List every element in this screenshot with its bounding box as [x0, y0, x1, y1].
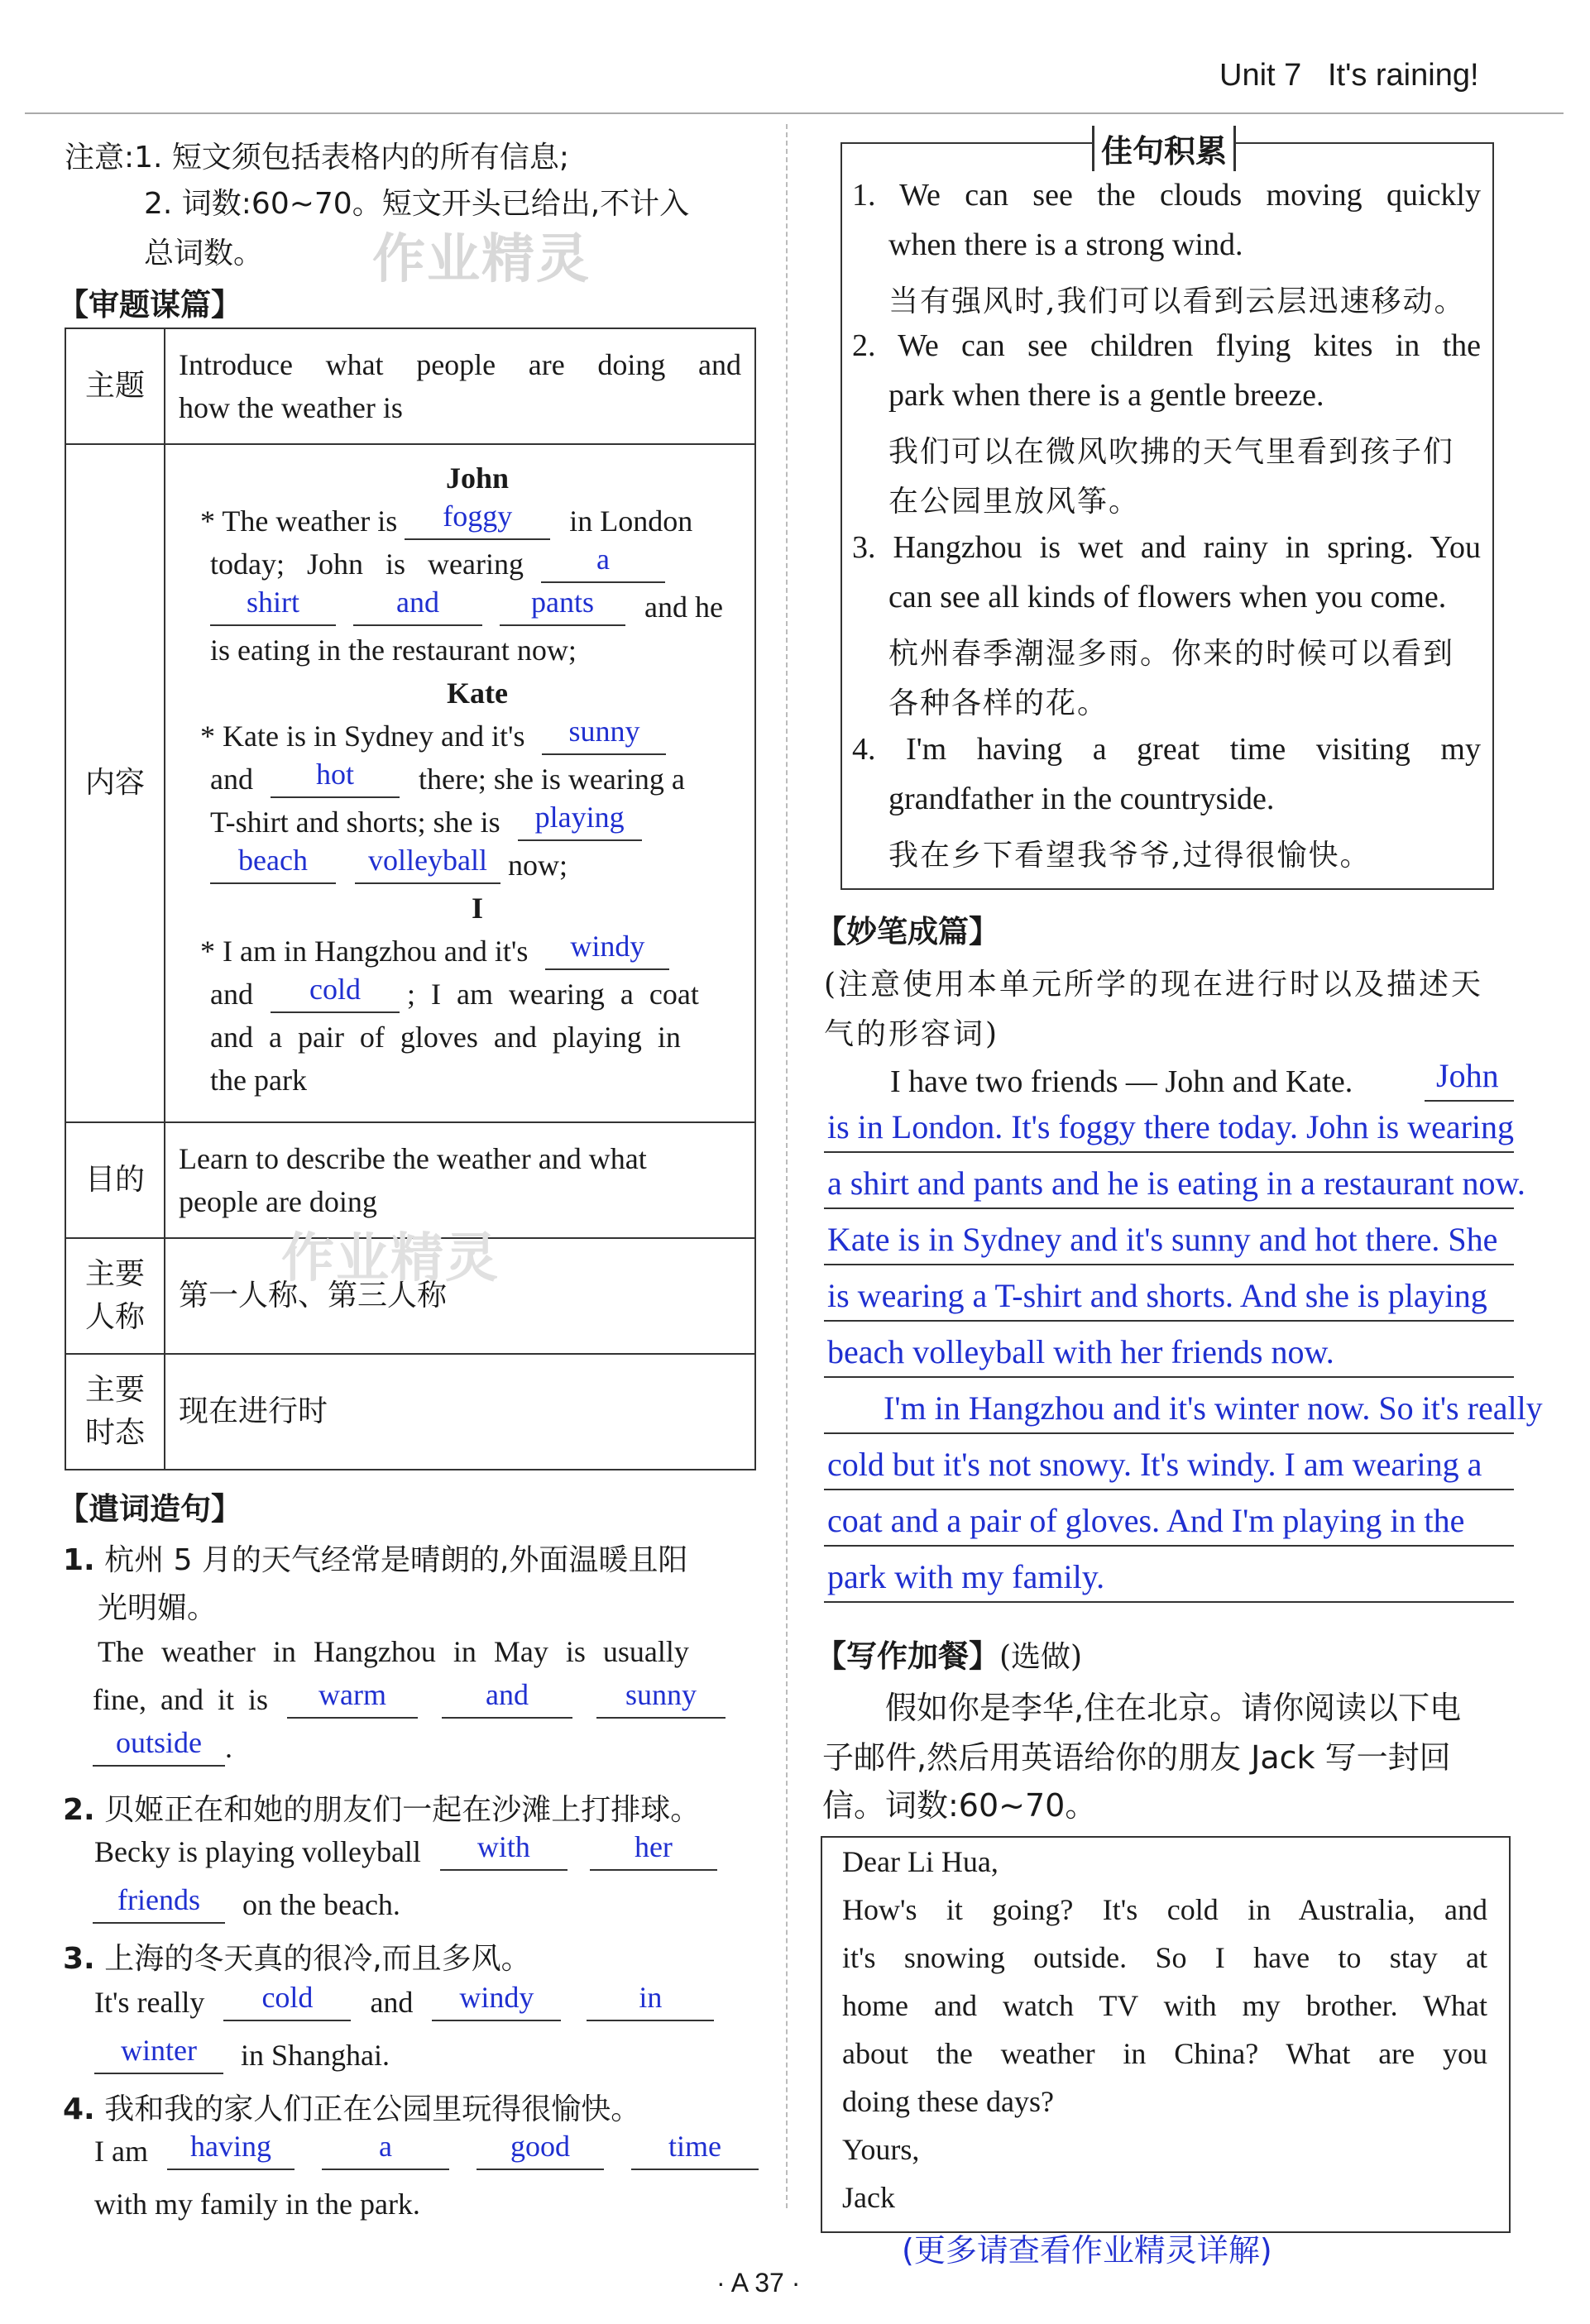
- kate-text-e: now;: [508, 849, 568, 882]
- ex4-answer-4: time: [668, 2130, 721, 2163]
- extra-prompt-1: 假如你是李华,住在北京。请你阅读以下电: [885, 1690, 1462, 1726]
- essay-text-0: John: [1436, 1057, 1499, 1094]
- essay-text-9: park with my family.: [827, 1558, 1105, 1595]
- email-line-8: Jack: [842, 2181, 895, 2214]
- me-line-1: [200, 930, 669, 973]
- kate-answer-1: sunny: [568, 715, 640, 748]
- ex1-blank-4[interactable]: [93, 1726, 225, 1767]
- gs-3-cn-1: 杭州春季潮湿多雨。你来的时候可以看到: [888, 637, 1455, 671]
- john-blank-4[interactable]: [353, 586, 482, 626]
- ex4-blank-3[interactable]: [477, 2130, 604, 2170]
- me-blank-2[interactable]: [271, 973, 400, 1013]
- kate-line-4: [210, 844, 568, 887]
- extra-prompt-2: 子邮件,然后用英语给你的朋友 Jack 写一封回: [822, 1739, 1451, 1776]
- email-line-3: it's snowing outside. So I have to stay at: [842, 1941, 1487, 1974]
- ex1-cn-line2: 光明媚。: [98, 1591, 218, 1625]
- john-answer-1: foggy: [443, 500, 513, 533]
- essay-line-8[interactable]: [824, 1494, 1514, 1547]
- gs-4-cn: 我在乡下看望我爷爷,过得很愉快。: [888, 839, 1372, 873]
- note-line-3: 总词数。: [144, 237, 264, 270]
- unit-header: [1219, 58, 1479, 93]
- section-plan-heading: 【审题谋篇】: [58, 287, 242, 323]
- tense-row: [65, 1354, 755, 1470]
- tense-label-1: 主要: [84, 1373, 145, 1407]
- person-value: 第一人称、第三人称: [165, 1238, 755, 1354]
- ex4-blank-2[interactable]: [322, 2130, 449, 2170]
- john-line-3: [210, 586, 723, 629]
- me-answer-2: cold: [309, 973, 361, 1006]
- ex4-cn-line1: 我和我的家人们正在公园里玩得很愉快。: [104, 2092, 641, 2126]
- ex2-en-end: on the beach.: [242, 1888, 400, 1921]
- ex3-answer-2: windy: [459, 1981, 534, 2014]
- me-line-4: the park: [210, 1064, 307, 1097]
- john-answer-2: a: [596, 543, 610, 576]
- kate-text-d: T-shirt and shorts; she is: [210, 806, 500, 839]
- ex1-num: 1.: [63, 1543, 95, 1577]
- tense-value: 现在进行时: [165, 1354, 755, 1470]
- extra-optional-label: (选做): [999, 1640, 1083, 1674]
- ex3-blank-2[interactable]: [432, 1981, 561, 2021]
- essay-note-1: (注意使用本单元所学的现在进行时以及描述天: [824, 968, 1484, 1002]
- gs-1-cn: 当有强风时,我们可以看到云层迅速移动。: [888, 285, 1466, 318]
- person-label: [65, 1238, 165, 1354]
- john-line-1: [200, 500, 692, 543]
- essay-line-3[interactable]: [824, 1212, 1514, 1265]
- ex1-answer-4: outside: [116, 1726, 202, 1759]
- john-text-c: today; John is wearing: [210, 548, 524, 581]
- me-answer-1: windy: [570, 930, 645, 963]
- essay-line-7[interactable]: [824, 1437, 1514, 1490]
- ex4-en-line2: with my family in the park.: [94, 2188, 420, 2221]
- purpose-label: 目的: [65, 1122, 165, 1238]
- ex1-blank-2[interactable]: [442, 1678, 572, 1719]
- ex3-cn: [63, 1935, 531, 1977]
- note-line-2: 2. 词数:60~70。短文开头已给出,不计入: [144, 187, 690, 221]
- me-blank-1[interactable]: [545, 930, 669, 970]
- content-label: 内容: [65, 444, 165, 1122]
- gs-4-en-1: 4. I'm having a great time visiting my: [852, 732, 1481, 767]
- email-line-2: How's it going? It's cold in Australia, and: [842, 1893, 1487, 1926]
- topic-value: [165, 328, 755, 444]
- gs-2-en-1: 2. We can see children flying kites in the: [852, 328, 1481, 363]
- ex3-num: 3.: [63, 1942, 95, 1976]
- john-answer-4: and: [396, 586, 439, 619]
- gs-2-cn-1: 我们可以在微风吹拂的天气里看到孩子们: [888, 435, 1455, 469]
- me-line-3: and a pair of gloves and playing in: [210, 1021, 681, 1054]
- ex1-answer-3: sunny: [625, 1678, 697, 1711]
- me-line-2: [210, 973, 699, 1016]
- header-divider: [25, 112, 1564, 114]
- column-divider: [786, 124, 788, 2208]
- email-line-4: home and watch TV with my brother. What: [842, 1989, 1487, 2022]
- john-text-d: and he: [644, 591, 723, 624]
- gs-1-en-2: when there is a strong wind.: [888, 227, 1243, 262]
- ex4-cn: [63, 2086, 640, 2128]
- ex1-en-line3: [93, 1726, 232, 1767]
- kate-answer-2: hot: [315, 758, 354, 791]
- page-number: · A 37 ·: [716, 2268, 801, 2298]
- ex1-en-line1: The weather in Hangzhou in May is usually: [98, 1635, 689, 1668]
- kate-line-1: [200, 715, 666, 758]
- content-row: [65, 444, 755, 1122]
- extra-prompt-3: 信。词数:60~70。: [822, 1787, 1097, 1824]
- ex1-en-text: fine, and it is: [93, 1683, 268, 1716]
- essay-line-0[interactable]: [1425, 1049, 1514, 1102]
- ex3-en-line1: [94, 1981, 714, 2021]
- me-text-c: ; I am wearing a coat: [406, 978, 699, 1011]
- gs-3-cn-2: 各种各样的花。: [888, 686, 1109, 720]
- ex3-cn-line1: 上海的冬天真的很冷,而且多风。: [104, 1942, 531, 1976]
- ex3-answer-4: winter: [121, 2034, 197, 2067]
- ex2-cn-line1: 贝姬正在和她的朋友们一起在沙滩上打排球。: [104, 1793, 701, 1827]
- kate-blank-4[interactable]: [210, 844, 336, 884]
- good-sentences-title: 佳句积累: [1092, 126, 1236, 171]
- content-value: [165, 444, 755, 1122]
- ex1-answer-1: warm: [318, 1678, 386, 1711]
- me-text-a: * I am in Hangzhou and it's: [200, 935, 529, 968]
- ex2-answer-2: her: [634, 1830, 673, 1863]
- ex1-cn-line1: 杭州 5 月的天气经常是晴朗的,外面温暖且阳: [104, 1543, 688, 1577]
- john-text-b: in London: [569, 504, 693, 538]
- kate-text-a: * Kate is in Sydney and it's: [200, 720, 525, 753]
- purpose-line-1: Learn to describe the weather and what: [179, 1142, 647, 1175]
- kate-line-2: [210, 758, 685, 801]
- ex3-answer-1: cold: [261, 1981, 314, 2014]
- essay-line-6[interactable]: [824, 1381, 1543, 1434]
- email-line-7: Yours,: [842, 2133, 920, 2166]
- ex2-blank-3[interactable]: [93, 1883, 225, 1924]
- kate-answer-3: playing: [534, 801, 625, 834]
- gs-2-cn-2: 在公园里放风筝。: [888, 485, 1141, 519]
- section-extra-heading: 【写作加餐】: [816, 1638, 999, 1674]
- kate-blank-2[interactable]: [271, 758, 400, 798]
- ex4-answer-1: having: [189, 2130, 271, 2163]
- essay-start-text: I have two friends — John and Kate.: [890, 1064, 1353, 1099]
- kate-line-3: [210, 801, 642, 844]
- ex3-en-line2: [94, 2034, 390, 2074]
- essay-line-9[interactable]: [824, 1550, 1514, 1603]
- email-line-6: doing these days?: [842, 2085, 1054, 2118]
- watermark-2: 作业精灵: [281, 1228, 500, 1289]
- kate-blank-5[interactable]: [355, 844, 500, 884]
- ex3-blank-4[interactable]: [94, 2034, 223, 2074]
- ex4-answer-3: good: [510, 2130, 570, 2163]
- person-label-2: 人称: [84, 1300, 145, 1334]
- person-label-1: 主要: [84, 1257, 145, 1291]
- essay-text-4: is wearing a T-shirt and shorts. And she is playing: [827, 1277, 1487, 1314]
- essay-line-5[interactable]: [824, 1325, 1514, 1378]
- ex1-answer-2: and: [485, 1678, 529, 1711]
- ex3-mid: and: [370, 1986, 414, 2019]
- ex3-en-end: in Shanghai.: [241, 2039, 390, 2072]
- essay-line-2[interactable]: [824, 1156, 1525, 1209]
- ex2-en-line1: [94, 1830, 717, 1871]
- ex2-cn: [63, 1786, 700, 1829]
- gs-3-en-1: 3. Hangzhou is wet and rainy in spring. You: [852, 530, 1481, 565]
- purpose-line-2: people are doing: [179, 1185, 377, 1218]
- ex1-blank-1[interactable]: [287, 1678, 418, 1719]
- kate-blank-1[interactable]: [542, 715, 666, 755]
- note-line-1: 注意:1. 短文须包括表格内的所有信息;: [65, 141, 570, 175]
- tense-label-2: 时态: [84, 1416, 145, 1450]
- kate-blank-3[interactable]: [518, 801, 642, 841]
- essay-text-6: I'm in Hangzhou and it's winter now. So it's really: [884, 1389, 1543, 1427]
- me-text-b: and: [210, 978, 253, 1011]
- kate-heading: Kate: [447, 677, 508, 710]
- ex2-num: 2.: [63, 1793, 95, 1827]
- gs-1-en-1: 1. We can see the clouds moving quickly: [852, 178, 1481, 213]
- gs-2-en-2: park when there is a gentle breeze.: [888, 378, 1324, 413]
- essay-note-2: 气的形容词): [824, 1017, 1000, 1051]
- gs-4-en-2: grandfather in the countryside.: [888, 782, 1275, 816]
- john-blank-3[interactable]: [210, 586, 336, 626]
- essay-text-2: a shirt and pants and he is eating in a restaurant now.: [827, 1164, 1525, 1202]
- ex3-en-text: It's really: [94, 1986, 205, 2019]
- john-answer-5: pants: [531, 586, 594, 619]
- unit-number: Unit 7: [1219, 58, 1302, 93]
- ex2-en-text: Becky is playing volleyball: [94, 1835, 421, 1868]
- ex4-num: 4.: [63, 2092, 95, 2126]
- tense-label: [65, 1354, 165, 1470]
- topic-line-2: how the weather is: [179, 391, 403, 424]
- ex1-cn: [63, 1537, 687, 1579]
- topic-row: [65, 328, 755, 444]
- ex3-blank-1[interactable]: [223, 1981, 351, 2021]
- ex4-en-line1: [94, 2130, 759, 2170]
- ex2-blank-1[interactable]: [440, 1830, 568, 1871]
- essay-text-3: Kate is in Sydney and it's sunny and hot there. She: [827, 1221, 1498, 1258]
- essay-line-1[interactable]: [824, 1100, 1514, 1153]
- ex3-answer-3: in: [639, 1981, 663, 2014]
- more-details-link[interactable]: (更多请查看作业精灵详解): [902, 2232, 1272, 2269]
- kate-text-c: there; she is wearing a: [418, 763, 685, 796]
- essay-text-8: coat and a pair of gloves. And I'm playing in the: [827, 1502, 1465, 1539]
- topic-line-1: Introduce what people are doing and: [179, 348, 741, 381]
- john-line-4: is eating in the restaurant now;: [210, 634, 577, 667]
- topic-label: 主题: [65, 328, 165, 444]
- ex1-end: .: [225, 1731, 232, 1764]
- section-extra: [816, 1631, 1082, 1676]
- john-answer-3: shirt: [246, 586, 299, 619]
- john-blank-5[interactable]: [500, 586, 625, 626]
- ex1-en-line2: [93, 1678, 726, 1719]
- ex2-blank-2[interactable]: [590, 1830, 717, 1871]
- ex2-answer-1: with: [477, 1830, 530, 1863]
- unit-title: It's raining!: [1327, 58, 1479, 93]
- section-essay-heading: 【妙笔成篇】: [816, 914, 999, 949]
- ex4-en-text: I am: [94, 2135, 148, 2168]
- john-line-2: [210, 543, 665, 586]
- ex4-blank-4[interactable]: [631, 2130, 759, 2170]
- email-line-1: Dear Li Hua,: [842, 1845, 999, 1878]
- section-words-heading: 【遣词造句】: [58, 1491, 242, 1527]
- ex1-blank-3[interactable]: [596, 1678, 726, 1719]
- me-heading: I: [471, 892, 483, 925]
- ex4-answer-2: a: [378, 2130, 392, 2163]
- ex3-blank-3[interactable]: [587, 1981, 714, 2021]
- ex2-answer-3: friends: [117, 1883, 200, 1916]
- essay-text-1: is in London. It's foggy there today. John is wearing: [827, 1108, 1515, 1145]
- ex4-blank-1[interactable]: [167, 2130, 295, 2170]
- watermark: 作业精灵: [372, 229, 591, 290]
- plan-table: [65, 328, 756, 1470]
- john-text-a: * The weather is: [200, 504, 398, 538]
- gs-3-en-2: can see all kinds of flowers when you come.: [888, 580, 1447, 614]
- kate-answer-4: beach: [238, 844, 308, 877]
- kate-answer-5: volleyball: [368, 844, 487, 877]
- essay-start: [890, 1064, 1353, 1100]
- john-blank-1[interactable]: [405, 500, 550, 540]
- essay-text-7: cold but it's not snowy. It's windy. I am wearing a: [827, 1446, 1482, 1483]
- essay-text-5: beach volleyball with her friends now.: [827, 1333, 1334, 1370]
- kate-text-b: and: [210, 763, 253, 796]
- john-heading: John: [445, 461, 510, 495]
- email-line-5: about the weather in China? What are you: [842, 2037, 1487, 2070]
- john-blank-2[interactable]: [541, 543, 665, 583]
- essay-line-4[interactable]: [824, 1269, 1514, 1322]
- ex2-en-line2: [93, 1883, 400, 1924]
